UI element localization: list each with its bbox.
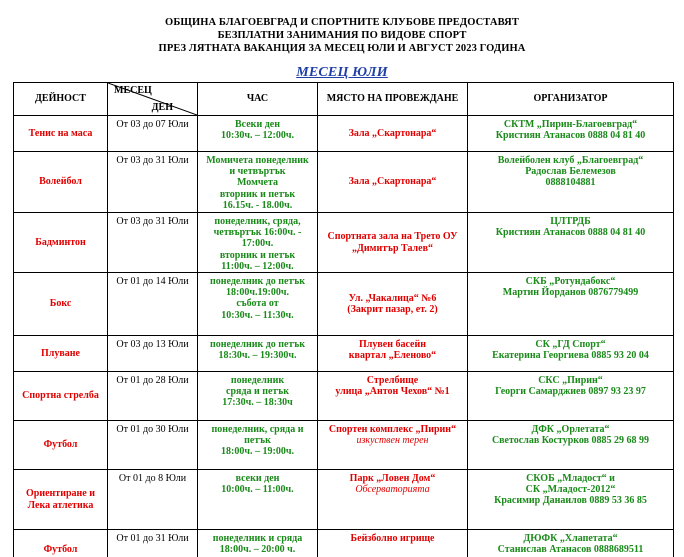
hours-line: понеделник до петък	[210, 276, 305, 288]
activity-cell	[14, 336, 108, 372]
period-cell: От 03 до 31 Юли	[108, 213, 198, 273]
organizer-cell	[468, 372, 674, 421]
place-cell	[318, 116, 468, 152]
organizer-cell	[468, 273, 674, 336]
header-activity: ДЕЙНОСТ	[14, 83, 108, 116]
hours-line: 17:00ч.	[241, 238, 274, 250]
table-row	[14, 470, 674, 530]
hours-line: 18:00ч.19:00ч.	[226, 287, 289, 299]
activity-name: Тенис на маса	[28, 127, 93, 139]
activity-name: Футбол	[43, 439, 78, 451]
hours-line: събота от	[236, 298, 279, 310]
activity-cell	[14, 116, 108, 152]
place-line: Спортен комплекс „Пирин“	[328, 424, 457, 436]
header-month: МЕСЕЦ	[114, 85, 152, 96]
period-cell: От 03 до 31 Юли	[108, 152, 198, 213]
organizer-cell	[468, 116, 674, 152]
month-title: МЕСЕЦ ЮЛИ	[296, 65, 388, 80]
place-line: Бейзболно игрище	[350, 533, 435, 545]
schedule-body	[14, 116, 674, 557]
organizer-cell	[468, 421, 674, 470]
hours-line: петък	[244, 435, 271, 447]
activity-cell	[14, 273, 108, 336]
activity-name: Лека атлетика	[27, 499, 94, 511]
header-line-1: ОБЩИНА БЛАГОЕВГРАД И СПОРТНИТЕ КЛУБОВЕ ПРЕДОСТАВЯТ	[165, 17, 519, 28]
organizer-line: СКС „Пирин“	[538, 375, 603, 387]
activity-cell	[14, 530, 108, 557]
organizer-line: Красимир Данаилов 0889 53 36 85	[494, 495, 647, 507]
hours-line: и четвъртък	[229, 166, 286, 178]
organizer-line: Кристиян Атанасов 0888 04 81 40	[495, 227, 646, 239]
hours-line: понеделник до петък	[210, 339, 305, 351]
hours-line: 18:00ч. – 19:00ч.	[221, 446, 294, 458]
organizer-line: Георги Самарджиев 0897 93 23 97	[495, 386, 646, 398]
organizer-cell	[468, 213, 674, 273]
place-cell	[318, 273, 468, 336]
hours-cell	[198, 372, 318, 421]
hours-line: 11:00ч. – 12:00ч.	[221, 260, 294, 272]
place-cell	[318, 213, 468, 273]
organizer-line: Екатерина Георгиева 0885 93 20 04	[492, 350, 649, 362]
place-line: „Димитър Талев“	[352, 242, 433, 254]
header-line-3: ПРЕЗ ЛЯТНАТА ВАКАНЦИЯ ЗА МЕСЕЦ ЮЛИ И АВГУСТ 2023 ГОДИНА	[158, 43, 526, 54]
organizer-line: СК „Младост-2012“	[525, 484, 616, 496]
hours-cell	[198, 273, 318, 336]
activity-name: Ориентиране и	[26, 488, 95, 500]
table-row	[14, 372, 674, 421]
place-note: Обсерваторията	[355, 484, 430, 496]
hours-line: понеделник, сряда,	[214, 216, 301, 227]
place-line: улица „Антон Чехов“ №1	[335, 386, 450, 398]
hours-line: 10:00ч. – 11:00ч.	[221, 484, 294, 496]
hours-line: вторник и петък	[219, 188, 296, 200]
place-cell	[318, 530, 468, 557]
header-line-2: БЕЗПЛАТНИ ЗАНИМАНИЯ ПО ВИДОВЕ СПОРТ	[217, 30, 467, 41]
period-cell: От 01 до 31 Юли	[108, 530, 198, 557]
organizer-line: СКОБ „Младост“ и	[526, 473, 615, 485]
hours-line: Всеки ден	[235, 119, 280, 130]
table-header-row	[14, 83, 674, 116]
organizer-line: Кристиян Атанасов 0888 04 81 40	[495, 130, 646, 142]
place-line: Плувен басейн	[358, 339, 426, 351]
activity-name: Бадминтон	[35, 236, 86, 248]
hours-line: понеделник и сряда	[212, 533, 303, 545]
organizer-cell	[468, 152, 674, 213]
place-line: Парк „Лoвен Дом“	[349, 473, 436, 485]
hours-line: 10:30ч. – 11:30ч.	[221, 309, 294, 321]
table-row	[14, 116, 674, 152]
table-row	[14, 336, 674, 372]
place-cell	[318, 470, 468, 530]
place-line: Спортната зала на Трето ОУ	[327, 231, 458, 243]
document-header	[0, 16, 684, 55]
organizer-line: ДФК „Орлетата“	[531, 424, 610, 436]
place-cell	[318, 372, 468, 421]
hours-line: 10:30ч. – 12:00ч.	[221, 130, 294, 142]
hours-cell	[198, 213, 318, 273]
activity-cell	[14, 372, 108, 421]
period-cell: От 01 до 28 Юли	[108, 372, 198, 421]
hours-line: 18:00ч. – 20:00 ч.	[219, 544, 296, 556]
hours-line: понеделник	[230, 375, 285, 387]
activity-name: Футбол	[43, 543, 78, 555]
organizer-cell	[468, 530, 674, 557]
header-place: МЯСТО НА ПРОВЕЖДАНЕ	[318, 83, 468, 116]
period-cell: От 01 до 30 Юли	[108, 421, 198, 470]
hours-line: 16.15ч. - 18.00ч.	[222, 199, 293, 211]
organizer-line: СКБ „Ротундабокс“	[525, 276, 616, 288]
place-line: Зала „Скартонара“	[348, 176, 437, 188]
table-row	[14, 530, 674, 557]
hours-line: Момчета	[236, 177, 279, 189]
hours-cell	[198, 421, 318, 470]
hours-line: вторник и петък	[219, 249, 296, 261]
place-line: Зала „Скартонара“	[348, 127, 437, 139]
organizer-line: Светослав Костурков 0885 29 68 99	[491, 435, 650, 447]
organizer-line: СКТМ „Пирин-Благоевград“	[503, 119, 638, 130]
table-row	[14, 421, 674, 470]
organizer-cell	[468, 336, 674, 372]
hours-cell	[198, 470, 318, 530]
header-day: ДЕН	[151, 101, 173, 113]
organizer-line: Мартин Йорданов 0876779499	[502, 287, 639, 299]
hours-cell	[198, 152, 318, 213]
hours-line: сряда и петък	[226, 386, 289, 398]
hours-cell	[198, 336, 318, 372]
organizer-line: ДЮФК „Хлапетата“	[523, 533, 618, 545]
place-line: Стрелбище	[366, 375, 419, 387]
activity-name: Спортна стрелба	[22, 390, 99, 402]
activity-cell	[14, 152, 108, 213]
organizer-line: Станислав Атанасов 0888689511	[497, 544, 644, 556]
place-cell	[318, 421, 468, 470]
activity-name: Бокс	[49, 298, 72, 310]
activity-name: Плуване	[41, 347, 80, 359]
period-cell: От 03 до 13 Юли	[108, 336, 198, 372]
activity-cell	[14, 213, 108, 273]
header-month-day	[108, 83, 198, 116]
table-row	[14, 273, 674, 336]
hours-line: четвъртък 16:00ч. -	[213, 227, 302, 239]
place-line: (Закрит пазар, ет. 2)	[347, 304, 438, 316]
period-cell: От 01 до 14 Юли	[108, 273, 198, 336]
header-hours: ЧАС	[198, 83, 318, 116]
organizer-cell	[468, 470, 674, 530]
hours-line: Момичета понеделник	[206, 155, 309, 166]
place-cell	[318, 152, 468, 213]
hours-line: всеки ден	[235, 473, 280, 485]
hours-line: понеделник, сряда и	[211, 424, 304, 436]
hours-line: 18:30ч. – 19:300ч.	[218, 350, 297, 362]
place-cell	[318, 336, 468, 372]
organizer-line: ЦЛТРДБ	[550, 216, 591, 227]
activity-name: Волейбол	[39, 176, 82, 188]
activity-cell	[14, 421, 108, 470]
organizer-line: Волейболен клуб „Благоевград“	[497, 155, 644, 166]
table-row	[14, 152, 674, 213]
organizer-line: СК „ГД Спорт“	[535, 339, 606, 351]
table-row	[14, 213, 674, 273]
hours-cell	[198, 116, 318, 152]
place-note: изкуствен терен	[356, 435, 429, 447]
organizer-line: 0888104881	[545, 177, 596, 189]
schedule-table	[13, 82, 674, 557]
organizer-line: Радослав Белемезов	[525, 166, 616, 178]
place-line: Ул. „Чакалица“ №6	[348, 292, 437, 304]
activity-cell	[14, 470, 108, 530]
hours-line: 17:30ч. – 18:30ч	[222, 397, 293, 409]
period-cell: От 01 до 8 Юли	[108, 470, 198, 530]
hours-cell	[198, 530, 318, 557]
header-organizer: ОРГАНИЗАТОР	[468, 83, 674, 116]
period-cell: От 03 до 07 Юли	[108, 116, 198, 152]
place-line: квартал „Еленово“	[348, 350, 437, 362]
